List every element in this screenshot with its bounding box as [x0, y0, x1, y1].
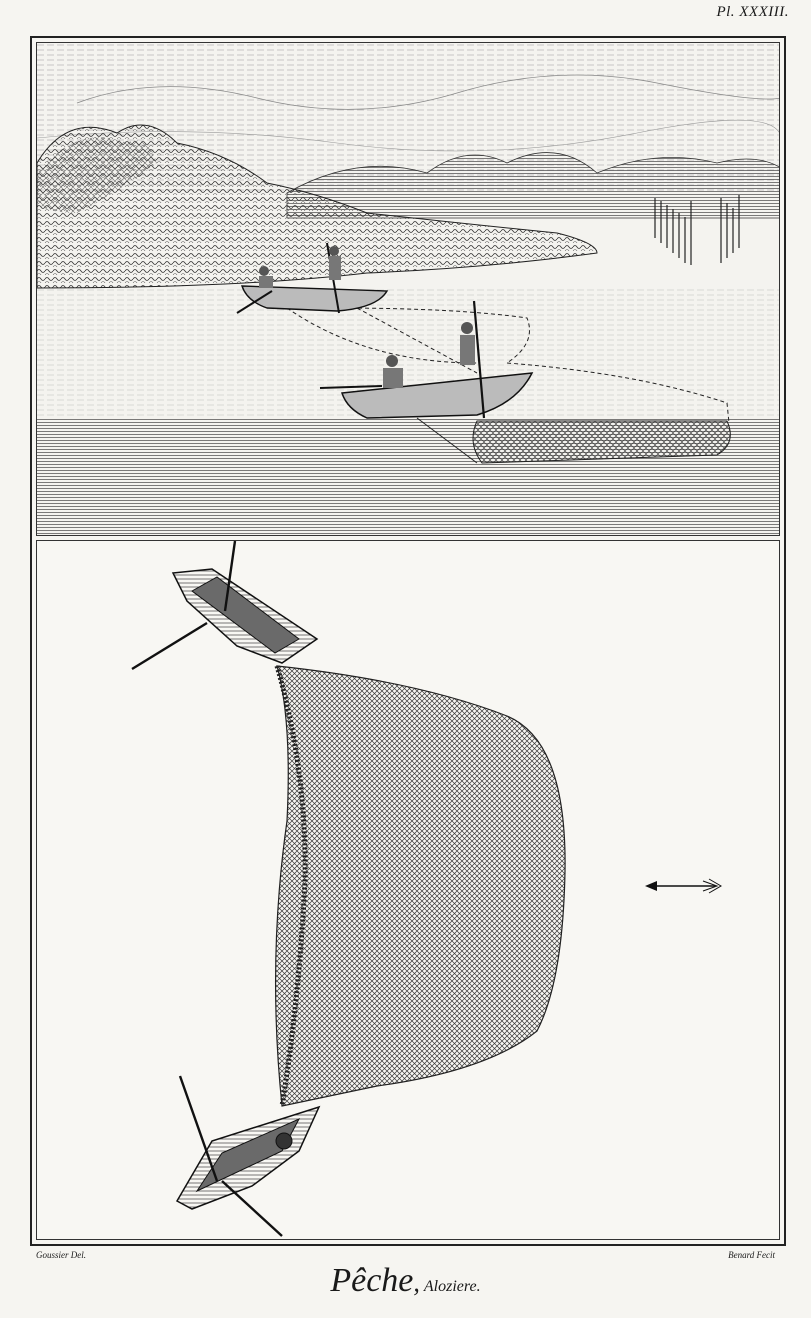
- boat-bottom-oar: [222, 1181, 282, 1236]
- river-landscape-illustration: [37, 43, 780, 536]
- current-arrow: [645, 879, 721, 893]
- lower-plan-view: [36, 540, 780, 1240]
- title-subtitle: Aloziere.: [423, 1278, 481, 1295]
- credit-draftsman: Goussier Del.: [36, 1250, 86, 1260]
- plate-number: Pl. XXXIII.: [716, 4, 789, 20]
- title-separator: ,: [413, 1268, 420, 1297]
- title-main: Pêche: [330, 1262, 414, 1299]
- boat-top: [132, 541, 317, 669]
- net-alosier: [276, 666, 565, 1106]
- plate-title: [0, 1262, 811, 1300]
- upper-scene: [36, 42, 780, 536]
- fisherman-seated: [386, 355, 398, 367]
- net-plan-illustration: [37, 541, 780, 1240]
- fisherman-standing: [329, 246, 339, 256]
- boat-top-oar: [132, 623, 207, 669]
- fisherman-with-pole: [461, 322, 473, 334]
- credit-engraver: Benard Fecit: [728, 1250, 775, 1260]
- fisherman-rowing: [259, 266, 269, 276]
